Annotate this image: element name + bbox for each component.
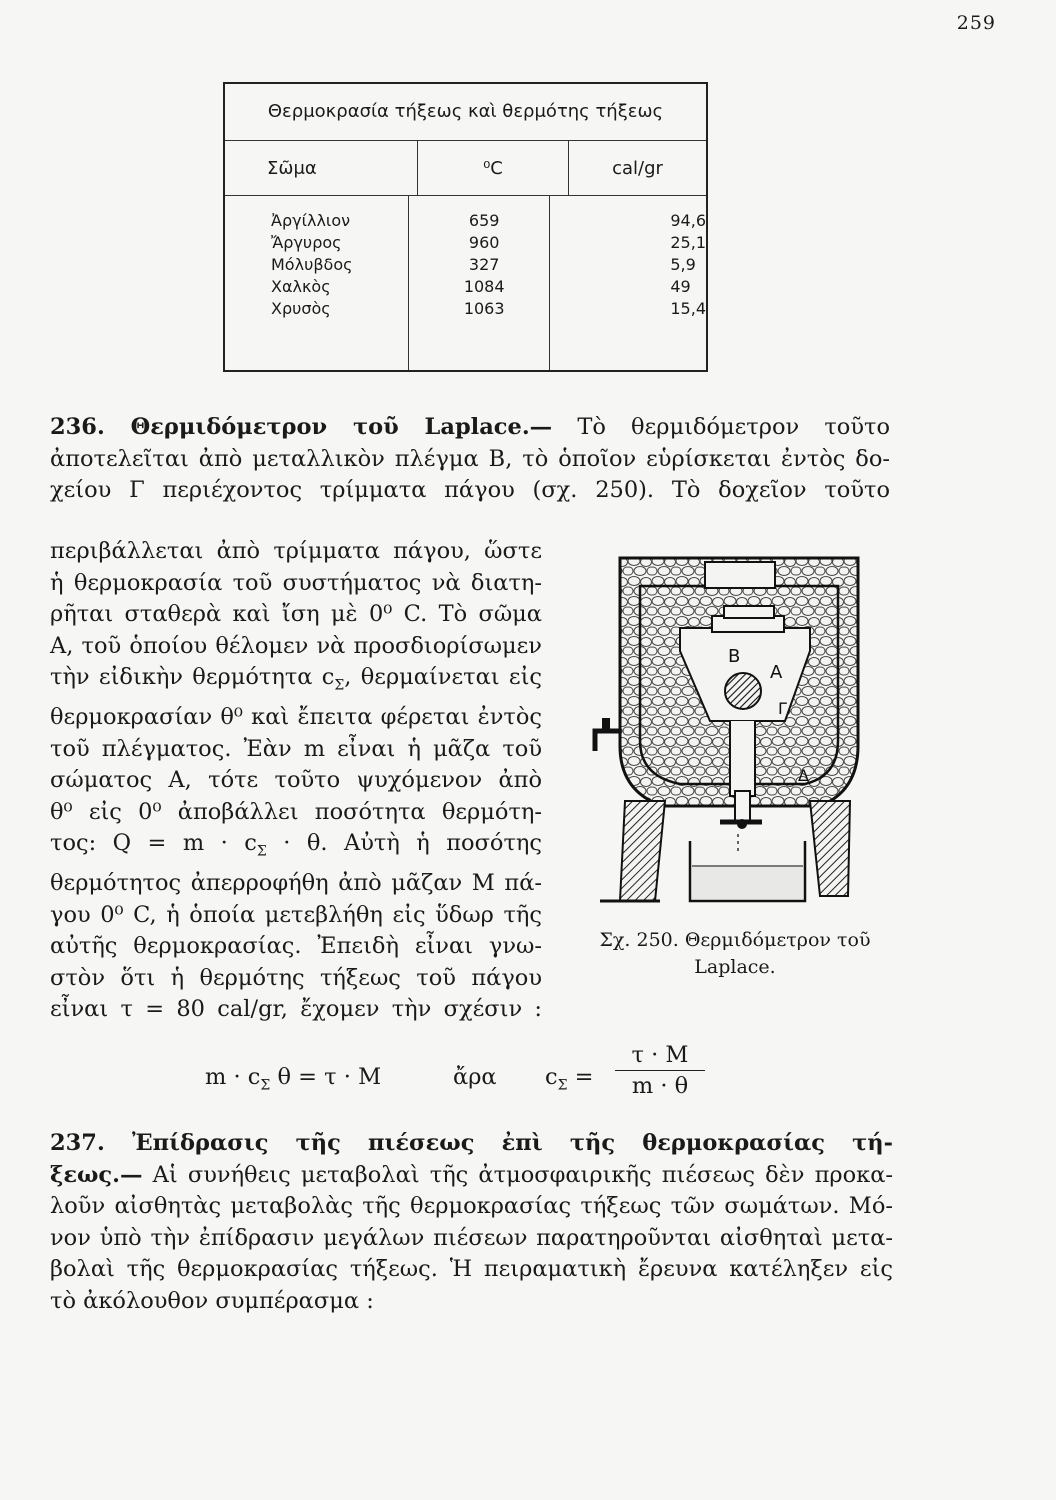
text-line: τοῦ πλέγματος. Ἐὰν m εἶναι ἡ μᾶζα τοῦ bbox=[50, 735, 542, 762]
text-line: 236. Θερμιδόμετρον τοῦ Laplace.— Τὸ θερμιδόμετρον τοῦτο bbox=[50, 414, 890, 440]
table-cell: Χρυσὸς bbox=[271, 299, 331, 318]
figure-caption bbox=[575, 927, 895, 981]
text-line: σώματος Α, τότε τοῦτο ψυχόμενον ἀπὸ bbox=[50, 767, 542, 793]
section-236-intro bbox=[50, 412, 890, 507]
body-column bbox=[225, 196, 408, 370]
caption-line-2: Laplace. bbox=[694, 956, 776, 978]
denominator: m · θ bbox=[631, 1073, 689, 1099]
formula-fraction bbox=[615, 1042, 705, 1099]
label-a: Α bbox=[770, 662, 783, 683]
label-d: Δ bbox=[798, 766, 809, 785]
table-cell: Ἀργίλλιον bbox=[271, 211, 351, 230]
text-line: τὴν εἰδικὴν θερμότητα $c_\Sigma$, θερμαίνεται εἰς bbox=[50, 664, 542, 694]
table-cell: 327 bbox=[468, 255, 500, 274]
table-title: Θερμοκρασία τήξεως καὶ θερμότης τήξεως bbox=[225, 84, 706, 141]
text-line: λοῦν αἰσθητὰς μεταβολὰς τῆς θερμοκρασίας τήξεως τῶν σωμάτων. Μό- bbox=[50, 1193, 893, 1219]
table-cell: 659 bbox=[468, 211, 500, 230]
table-cell: Χαλκὸς bbox=[271, 277, 331, 296]
section-237 bbox=[50, 1128, 893, 1317]
text-line: θ⁰ εἰς 0⁰ ἀποβάλλει ποσότητα θερμότη- bbox=[50, 798, 542, 825]
section-236-body bbox=[50, 536, 542, 1026]
label-b: Β bbox=[728, 646, 741, 667]
text-line: ξεως.— Αἱ συνήθεις μεταβολαὶ τῆς ἀτμοσφαιρικῆς πιέσεως δὲν προκα- bbox=[50, 1161, 893, 1188]
text-line: θερμοκρασίαν θ⁰ καὶ ἔπειτα φέρεται ἐντὸς bbox=[50, 704, 542, 730]
table-cell: 25,1 bbox=[670, 233, 706, 252]
text-line: εἶναι τ = 80 cal/gr, ἔχομεν τὴν σχέσιν : bbox=[50, 996, 542, 1022]
formula-cs: $c_\Sigma$ = bbox=[545, 1064, 594, 1094]
table-cell: Μόλυβδος bbox=[271, 255, 353, 274]
calorimeter-figure bbox=[580, 556, 880, 906]
formula bbox=[205, 1042, 905, 1112]
table-cell: 5,9 bbox=[670, 255, 696, 274]
table-cell: 1063 bbox=[463, 299, 505, 318]
heat-column bbox=[549, 196, 706, 370]
header-heat: cal/gr bbox=[568, 141, 706, 195]
table-cell: 15,4 bbox=[670, 299, 706, 318]
table-header bbox=[225, 141, 706, 196]
text-line: θερμότητος ἀπερροφήθη ἀπὸ μᾶζαν Μ πά- bbox=[50, 870, 542, 896]
text-line: γου 0⁰ C, ἡ ὁποία μετεβλήθη εἰς ὕδωρ τῆς bbox=[50, 901, 542, 928]
text-line: χείου Γ περιέχοντος τρίμματα πάγου (σχ. 250). Τὸ δοχεῖον τοῦτο bbox=[50, 477, 890, 503]
table-cell: 1084 bbox=[463, 277, 505, 296]
melting-table bbox=[223, 82, 708, 372]
text-line: ἡ θερμοκρασία τοῦ συστήματος νὰ διατη- bbox=[50, 569, 542, 596]
label-g: Γ bbox=[778, 699, 787, 718]
table-cell: Ἄργυρος bbox=[271, 233, 342, 252]
table-cell: 49 bbox=[670, 277, 691, 296]
text-line: ρῆται σταθερὰ καὶ ἴση μὲ 0⁰ C. Τὸ σῶμα bbox=[50, 601, 542, 627]
formula-lhs: $m \cdot c_\Sigma$ θ = τ · M bbox=[205, 1064, 382, 1094]
table-cell: 960 bbox=[468, 233, 500, 252]
text-line: βολαὶ τῆς θερμοκρασίας τήξεως. Ἡ πειραματικὴ ἔρευνα κατέληξεν εἰς bbox=[50, 1256, 893, 1282]
text-line: νον ὑπὸ τὴν ἐπίδρασιν μεγάλων πιέσεων παρατηροῦνται αἰσθηταὶ μετα- bbox=[50, 1224, 893, 1251]
formula-ara: ἄρα bbox=[453, 1064, 497, 1090]
text-line: τος: $Q = m \cdot c_\Sigma \cdot \theta$. Αὐτὴ ἡ ποσότης bbox=[50, 830, 543, 860]
section-237-heading: 237. Ἐπίδρασις τῆς πιέσεως ἐπὶ τῆς θερμοκρασίας τή- bbox=[50, 1130, 893, 1156]
text-line: τὸ ἀκόλουθον συμπέρασμα : bbox=[50, 1287, 374, 1314]
table-body bbox=[225, 196, 706, 370]
caption-line-1: Σχ. 250. Θερμιδόμετρον τοῦ bbox=[599, 929, 871, 951]
table-cell: 94,6 bbox=[670, 211, 706, 230]
text-line: περιβάλλεται ἀπὸ τρίμματα πάγου, ὥστε bbox=[50, 538, 542, 564]
header-body: Σῶμα bbox=[267, 157, 317, 179]
text-line: στὸν ὅτι ἡ θερμότης τήξεως τοῦ πάγου bbox=[50, 964, 542, 991]
text-line: αὐτῆς θερμοκρασίας. Ἐπειδὴ εἶναι γνω- bbox=[50, 933, 542, 959]
page-number: 259 bbox=[956, 12, 996, 34]
text-line: ἀποτελεῖται ἀπὸ μεταλλικὸν πλέγμα Β, τὸ ὁποῖον εὑρίσκεται ἐντὸς δο- bbox=[50, 445, 890, 472]
section-236-heading: 236. Θερμιδόμετρον τοῦ Laplace.— bbox=[50, 414, 553, 440]
text-line: Α, τοῦ ὁποίου θέλομεν νὰ προσδιορίσωμεν bbox=[50, 632, 542, 659]
temp-column bbox=[408, 196, 549, 370]
numerator: τ · M bbox=[615, 1042, 705, 1071]
header-temp: ⁰C bbox=[417, 141, 568, 195]
